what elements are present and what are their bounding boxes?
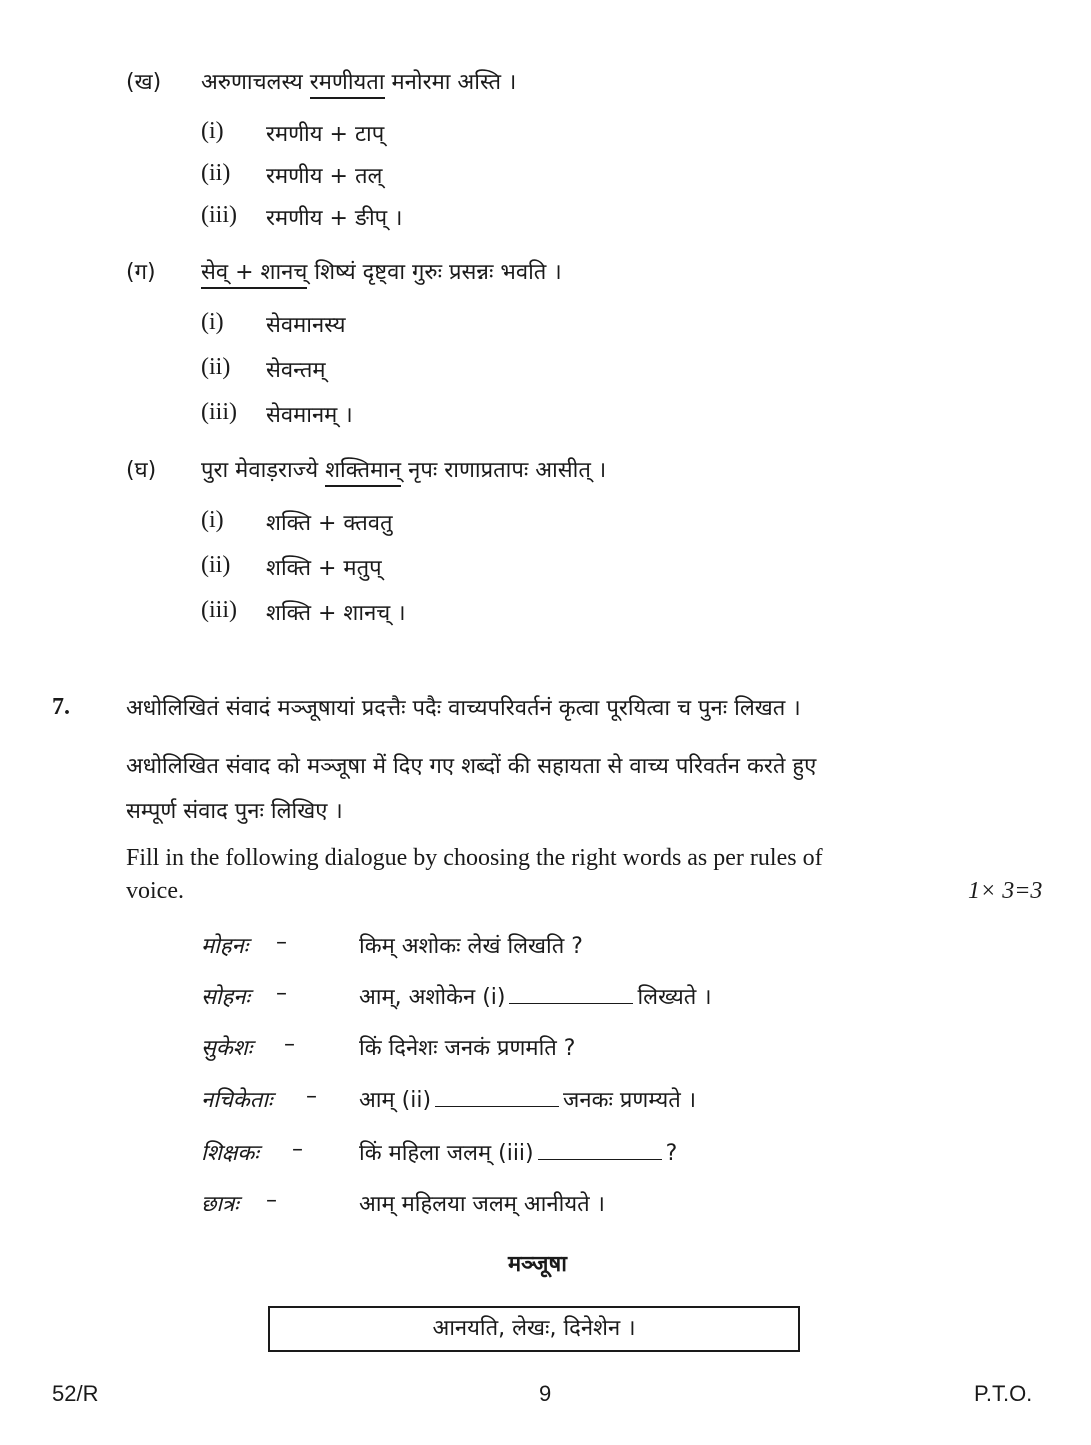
- dialogue-text: किम् अशोकः लेखं लिखति ?: [359, 934, 583, 959]
- paper-code: 52/R: [52, 1381, 99, 1406]
- question-label-gha: (घ): [126, 458, 157, 483]
- sentence-text: नृपः राणाप्रतापः आसीत् ।: [401, 458, 607, 483]
- instruction-english-line2: voice.: [126, 878, 184, 904]
- manjusha-box: [268, 1306, 800, 1352]
- dialogue-text: किं दिनेशः जनकं प्रणमति ?: [359, 1036, 576, 1061]
- option-text: शक्ति + शानच् ।: [266, 601, 406, 626]
- speaker-dash: –: [266, 1188, 277, 1213]
- question-sentence-ga: [201, 256, 562, 286]
- page-number: 9: [539, 1381, 552, 1406]
- dialogue-post: ?: [665, 1141, 678, 1166]
- speaker-dash: –: [284, 1032, 295, 1057]
- option-text: सेवमानम् ।: [266, 403, 353, 428]
- question-sentence-kha: [201, 66, 516, 96]
- option-text: सेवमानस्य: [266, 313, 346, 338]
- dialogue-text: [359, 1137, 677, 1167]
- dialogue-pre: आम्, अशोकेन (i): [359, 985, 506, 1010]
- speaker-dash: –: [276, 930, 287, 955]
- option-number: (iii): [201, 202, 237, 228]
- answer-blank[interactable]: [538, 1141, 662, 1160]
- speaker-dash: –: [292, 1137, 303, 1162]
- option-number: (iii): [201, 597, 237, 623]
- sentence-text: मनोरमा अस्ति ।: [384, 70, 517, 95]
- option-number: (ii): [201, 552, 231, 578]
- dialogue-post: जनकः प्रणम्यते ।: [563, 1088, 697, 1113]
- speaker-name: सोहनः: [201, 985, 250, 1010]
- underlined-word: सेव् + शानच्: [201, 260, 307, 289]
- underlined-word: रमणीयता: [310, 70, 385, 99]
- instruction-hindi-line1: अधोलिखित संवाद को मञ्जूषा में दिए गए शब्दों की सहायता से वाच्य परिवर्तन करते हुए: [126, 754, 817, 779]
- option-text: रमणीय + ङीप् ।: [266, 206, 403, 231]
- option-number: (i): [201, 118, 224, 144]
- instruction-sanskrit: अधोलिखितं संवादं मञ्जूषायां प्रदत्तैः पदैः वाच्यपरिवर्तनं कृत्वा पूरयित्वा च पुनः लिखत ।: [126, 696, 801, 721]
- pto-label: P.T.O.: [974, 1381, 1033, 1406]
- option-number: (i): [201, 507, 224, 533]
- speaker-name: शिक्षकः: [201, 1141, 259, 1166]
- answer-blank[interactable]: [435, 1088, 559, 1107]
- dialogue-text: आम् महिलया जलम् आनीयते ।: [359, 1192, 605, 1217]
- instruction-english-line1: Fill in the following dialogue by choosing the right words as per rules of: [126, 845, 823, 871]
- speaker-name: मोहनः: [201, 934, 249, 959]
- manjusha-title: मञ्जूषा: [508, 1252, 567, 1277]
- marks-label: 1× 3=3: [968, 878, 1043, 904]
- option-text: रमणीय + तल्: [266, 164, 383, 189]
- speaker-dash: –: [276, 981, 287, 1006]
- speaker-name: छात्रः: [201, 1192, 239, 1217]
- dialogue-post: लिख्यते ।: [637, 985, 712, 1010]
- question-label-ga: (ग): [126, 260, 156, 285]
- dialogue-pre: किं महिला जलम् (iii): [359, 1141, 534, 1166]
- manjusha-words: आनयति, लेखः, दिनेशेन ।: [432, 1316, 636, 1341]
- sentence-text: पुरा मेवाड़राज्ये: [201, 458, 326, 483]
- dialogue-pre: आम् (ii): [359, 1088, 432, 1113]
- speaker-name: नचिकेताः: [201, 1088, 273, 1113]
- option-text: सेवन्तम्: [266, 358, 326, 383]
- option-text: शक्ति + मतुप्: [266, 556, 382, 581]
- instruction-hindi-line2: सम्पूर्ण संवाद पुनः लिखिए ।: [126, 799, 343, 824]
- option-number: (iii): [201, 399, 237, 425]
- option-number: (i): [201, 309, 224, 335]
- option-number: (ii): [201, 354, 231, 380]
- underlined-word: शक्तिमान्: [325, 458, 401, 487]
- question-number: 7.: [52, 694, 70, 720]
- dialogue-text: [359, 981, 712, 1011]
- option-text: रमणीय + टाप्: [266, 122, 385, 147]
- speaker-name: सुकेशः: [201, 1036, 253, 1061]
- option-text: शक्ति + क्तवतु: [266, 511, 393, 536]
- sentence-text: शिष्यं दृष्ट्वा गुरुः प्रसन्नः भवति ।: [307, 260, 562, 285]
- question-sentence-gha: [201, 454, 606, 484]
- question-label-kha: (ख): [126, 70, 162, 95]
- dialogue-text: [359, 1084, 696, 1114]
- option-number: (ii): [201, 160, 231, 186]
- sentence-text: अरुणाचलस्य: [201, 70, 310, 95]
- answer-blank[interactable]: [509, 985, 633, 1004]
- speaker-dash: –: [306, 1084, 317, 1109]
